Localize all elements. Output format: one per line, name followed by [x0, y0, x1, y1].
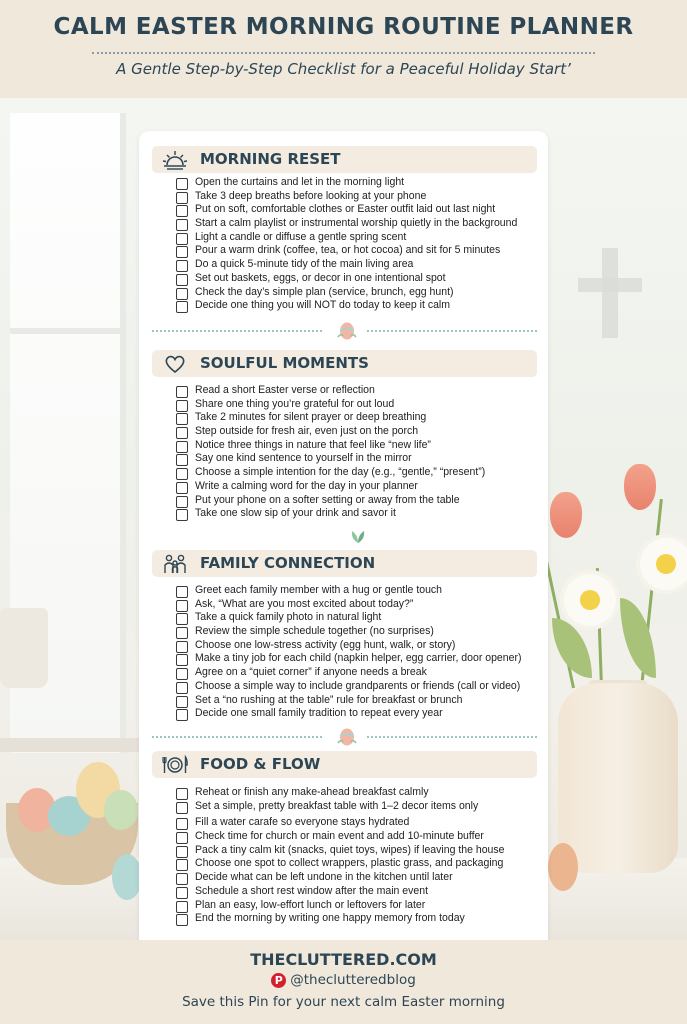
item-label: Read a short Easter verse or reflection — [195, 384, 375, 396]
checkbox[interactable] — [176, 641, 188, 653]
checkbox[interactable] — [176, 586, 188, 598]
checkbox[interactable] — [176, 696, 188, 708]
item-label: Say one kind sentence to yourself in the mirror — [195, 452, 412, 465]
checkbox[interactable] — [176, 613, 188, 625]
checkbox[interactable] — [176, 246, 188, 258]
egg-divider — [152, 324, 537, 338]
item-label: Light a candle or diffuse a gentle spring scent — [195, 230, 407, 243]
leaf-divider — [152, 529, 537, 543]
checkbox[interactable] — [176, 859, 188, 871]
item-label: Take 3 deep breaths before looking at your phone — [195, 189, 427, 202]
egg-illustration — [104, 790, 138, 830]
item-label: Schedule a short rest window after the main event — [195, 884, 429, 897]
pinterest-handle-row[interactable] — [0, 972, 687, 988]
save-pin-note: Save this Pin for your next calm Easter morning — [182, 994, 505, 1010]
window-frame — [10, 328, 126, 334]
item-label: Set out baskets, eggs, or decor in one intentional spot — [195, 271, 446, 284]
checklist-card — [139, 131, 548, 940]
cross-shadow-bar — [578, 278, 642, 292]
checkbox[interactable] — [176, 873, 188, 885]
item-label: Put on soft, comfortable clothes or Easter outfit laid out last night — [195, 203, 496, 216]
item-label: Greet each family member with a hug or gentle touch — [195, 584, 443, 596]
item-label: Decide one small family tradition to repeat every year — [195, 707, 443, 720]
checkbox[interactable] — [176, 260, 188, 272]
egg-illustration — [112, 854, 142, 900]
item-label: Do a quick 5-minute tidy of the main living area — [195, 258, 414, 271]
section-title: FAMILY CONNECTION — [200, 554, 376, 572]
easter-egg-icon — [336, 322, 358, 340]
checkbox[interactable] — [176, 386, 188, 398]
checkbox[interactable] — [176, 709, 188, 721]
checkbox[interactable] — [176, 454, 188, 466]
checkbox[interactable] — [176, 192, 188, 204]
checkbox[interactable] — [176, 682, 188, 694]
window-sill — [0, 738, 140, 752]
dotted-line — [367, 736, 537, 738]
pinterest-handle: @theclutteredblog — [290, 972, 416, 988]
plate-icon — [162, 754, 188, 776]
item-label: Choose a simple way to include grandparents or friends (call or video) — [195, 679, 521, 692]
egg-divider — [152, 730, 537, 744]
checkbox[interactable] — [176, 413, 188, 425]
easter-egg-icon — [336, 728, 358, 746]
checkbox[interactable] — [176, 627, 188, 639]
checkbox[interactable] — [176, 468, 188, 480]
left-vase-illustration — [0, 608, 48, 688]
daffodil-center — [656, 554, 676, 574]
item-label: Open the curtains and let in the morning light — [195, 176, 405, 188]
item-label: Ask, “What are you most excited about today?” — [195, 597, 414, 610]
page-subtitle: A Gentle Step-by-Step Checklist for a Peaceful Holiday Start’ — [116, 60, 571, 78]
item-label: Review the simple schedule together (no surprises) — [195, 625, 434, 638]
item-label: Start a calm playlist or instrumental worship quietly in the background — [195, 217, 518, 230]
item-label: Choose a simple intention for the day (e.g., “gentle,” “present”) — [195, 466, 486, 479]
item-label: Agree on a “quiet corner” if anyone needs a break — [195, 666, 427, 679]
tulip-illustration — [624, 464, 656, 510]
vase-illustration — [558, 683, 678, 873]
item-label: Write a calming word for the day in your planner — [195, 479, 418, 492]
checkbox[interactable] — [176, 668, 188, 680]
item-label: End the morning by writing one happy memory from today — [195, 912, 465, 925]
item-label: Make a tiny job for each child (napkin helper, egg carrier, door opener) — [195, 652, 522, 665]
checkbox[interactable] — [176, 482, 188, 494]
leaves-icon — [347, 527, 369, 545]
item-label: Check the day’s simple plan (service, brunch, egg hunt) — [195, 285, 454, 298]
checkbox[interactable] — [176, 788, 188, 800]
section-header — [152, 751, 537, 778]
section-title: SOULFUL MOMENTS — [200, 354, 369, 372]
item-label: Choose one low-stress activity (egg hunt, walk, or story) — [195, 638, 456, 651]
checkbox[interactable] — [176, 509, 188, 521]
checkbox[interactable] — [176, 832, 188, 844]
checkbox[interactable] — [176, 301, 188, 313]
checkbox[interactable] — [176, 654, 188, 666]
item-label: Put your phone on a softer setting or away from the table — [195, 493, 460, 506]
item-label: Pour a warm drink (coffee, tea, or hot cocoa) and sit for 5 minutes — [195, 244, 501, 257]
checkbox[interactable] — [176, 802, 188, 814]
daffodil-center — [580, 590, 600, 610]
item-label: Take a quick family photo in natural light — [195, 611, 382, 624]
sunrise-icon — [162, 149, 188, 171]
checkbox[interactable] — [176, 846, 188, 858]
item-label: Step outside for fresh air, even just on the porch — [195, 425, 419, 438]
page-title: CALM EASTER MORNING ROUTINE PLANNER — [53, 14, 634, 40]
checkbox[interactable] — [176, 441, 188, 453]
item-label: Notice three things in nature that feel like “new life” — [195, 438, 431, 451]
item-label: Set a “no rushing at the table” rule for breakfast or brunch — [195, 693, 463, 706]
checkbox[interactable] — [176, 400, 188, 412]
checkbox[interactable] — [176, 219, 188, 231]
checkbox[interactable] — [176, 427, 188, 439]
egg-illustration — [548, 843, 578, 891]
checkbox[interactable] — [176, 178, 188, 190]
cross-shadow — [602, 248, 618, 338]
item-label: Plan an easy, low-effort lunch or leftovers for later — [195, 898, 426, 911]
header-banner — [0, 0, 687, 98]
dotted-line — [152, 330, 322, 332]
item-label: Take 2 minutes for silent prayer or deep breathing — [195, 411, 427, 424]
item-label: Check time for church or main event and add 10-minute buffer — [195, 830, 484, 843]
checkbox[interactable] — [176, 205, 188, 217]
dotted-line — [152, 736, 322, 738]
dotted-line — [367, 330, 537, 332]
checkbox[interactable] — [176, 288, 188, 300]
title-divider — [92, 52, 595, 54]
section-title: MORNING RESET — [200, 150, 341, 168]
item-label: Take one slow sip of your drink and savor it — [195, 507, 396, 520]
leaf-illustration — [552, 618, 592, 678]
item-label: Set a simple, pretty breakfast table with 1–2 decor items only — [195, 799, 479, 812]
tulip-illustration — [550, 492, 582, 538]
item-label: Share one thing you’re grateful for out loud — [195, 397, 395, 410]
website-link[interactable]: THECLUTTERED.COM — [250, 950, 437, 969]
item-label: Decide what can be left undone in the kitchen until later — [195, 871, 453, 884]
heart-icon — [162, 353, 188, 375]
checkbox[interactable] — [176, 274, 188, 286]
section-header — [152, 550, 537, 577]
section-header — [152, 350, 537, 377]
pinterest-icon: P — [271, 973, 286, 988]
checkbox[interactable] — [176, 600, 188, 612]
checkbox[interactable] — [176, 818, 188, 830]
checkbox[interactable] — [176, 901, 188, 913]
section-title: FOOD & FLOW — [200, 755, 321, 773]
checkbox[interactable] — [176, 496, 188, 508]
item-label: Pack a tiny calm kit (snacks, quiet toys, wipes) if leaving the house — [195, 843, 505, 856]
item-label: Reheat or finish any make-ahead breakfast calmly — [195, 786, 429, 798]
item-label: Fill a water carafe so everyone stays hydrated — [195, 816, 410, 829]
checkbox[interactable] — [176, 914, 188, 926]
section-header — [152, 146, 537, 173]
family-icon — [162, 553, 188, 575]
checkbox[interactable] — [176, 233, 188, 245]
checkbox[interactable] — [176, 887, 188, 899]
footer — [0, 940, 687, 1024]
item-label: Choose one spot to collect wrappers, plastic grass, and packaging — [195, 857, 504, 870]
item-label: Decide one thing you will NOT do today to keep it calm — [195, 299, 451, 312]
